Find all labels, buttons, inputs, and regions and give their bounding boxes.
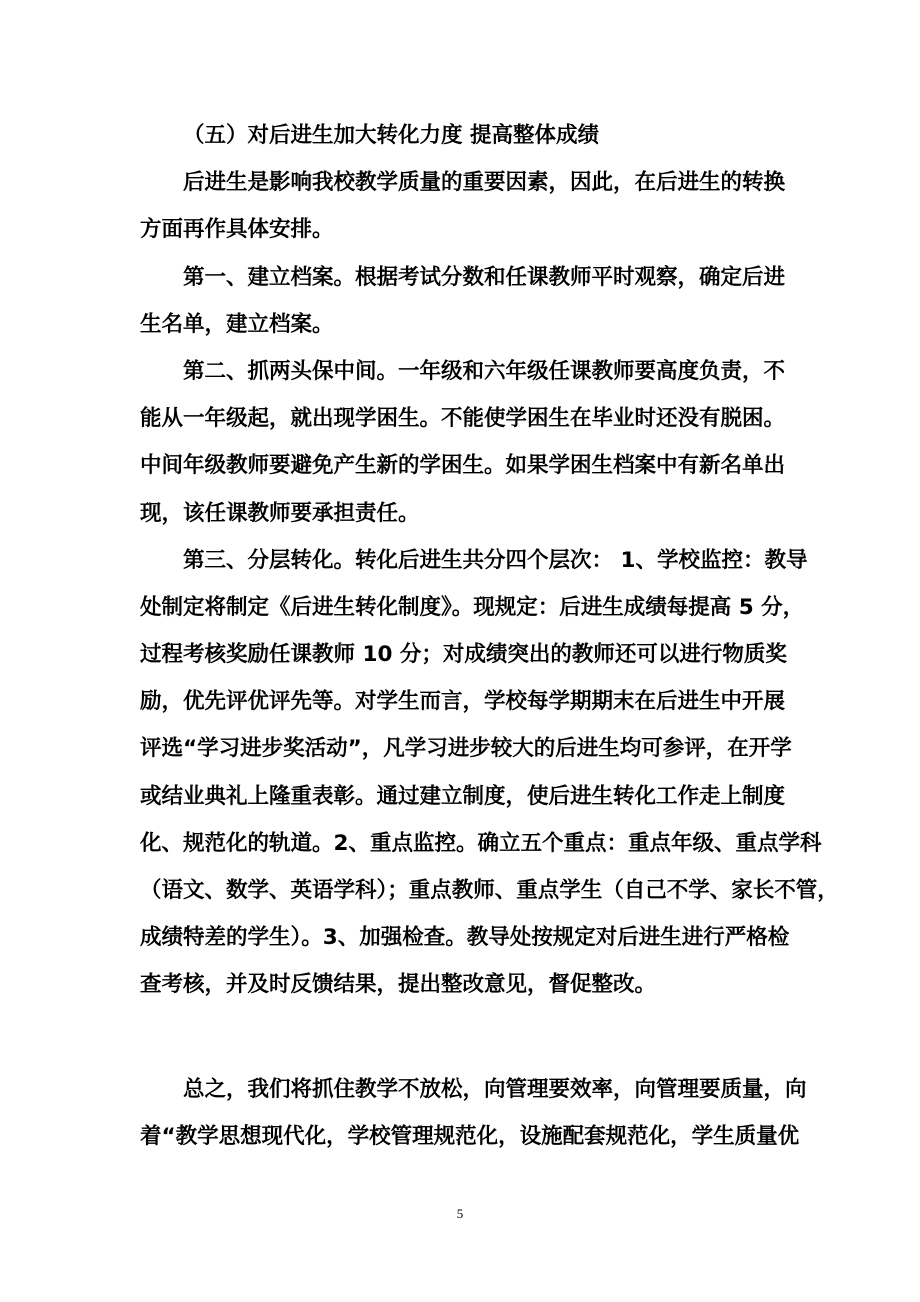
paragraph-line: 生名单，建立档案。 <box>140 311 334 337</box>
paragraph-line: 总之，我们将抓住教学不放松，向管理要效率，向管理要质量，向 <box>183 1076 807 1102</box>
paragraph-step-one <box>140 254 785 348</box>
paragraph-line: 或结业典礼上隆重表彰。通过建立制度，使后进生转化工作走上制度 <box>140 783 786 809</box>
paragraph-line: 着“教学思想现代化，学校管理规范化，设施配套规范化，学生质量优 <box>140 1123 800 1149</box>
paragraph-line: 评选“学习进步奖活动”，凡学习进步较大的后进生均可参评，在开学 <box>140 736 792 762</box>
paragraph-line: 中间年级教师要避免产生新的学困生。如果学困生档案中有新名单出 <box>140 453 786 479</box>
paragraph-line: 过程考核奖励任课教师 10 分；对成绩突出的教师还可以进行物质奖 <box>140 642 787 668</box>
section-heading: （五）对后进生加大转化力度 提高整体成绩 <box>183 123 599 148</box>
page-number: 5 <box>456 1206 464 1221</box>
paragraph-line: 第二、抓两头保中间。一年级和六年级任课教师要高度负责，不 <box>183 358 786 384</box>
paragraph-line: 后进生是影响我校教学质量的重要因素，因此，在后进生的转换 <box>183 170 786 196</box>
document-body <box>140 112 839 1160</box>
paragraph-line: 能从一年级起，就出现学困生。不能使学困生在毕业时还没有脱困。 <box>140 406 786 432</box>
paragraph-step-two <box>140 348 785 537</box>
paragraph-step-three <box>140 537 839 1009</box>
paragraph-line: 处制定将制定《后进生转化制度》。现规定：后进生成绩每提高 5 分， <box>140 594 805 620</box>
paragraph-line: 现，该任课教师要承担责任。 <box>140 500 420 526</box>
paragraph-line: 励，优先评优评先等。对学生而言，学校每学期期末在后进生中开展 <box>140 689 786 715</box>
paragraph-line: 方面再作具体安排。 <box>140 217 334 243</box>
paragraph-line: （语文、数学、英语学科）；重点教师、重点学生（自己不学、家长不管， <box>140 878 839 903</box>
paragraph-line: 第三、分层转化。转化后进生共分四个层次： 1、学校监控：教导 <box>183 547 808 573</box>
paragraph-line: 第一、建立档案。根据考试分数和任课教师平时观察，确定后进 <box>183 264 786 290</box>
paragraph-closing <box>140 1066 807 1160</box>
paragraph-line: 成绩特差的学生）。3、加强检查。教导处按规定对后进生进行严格检 <box>140 925 790 951</box>
paragraph-intro <box>140 159 785 253</box>
paragraph-line: 查考核，并及时反馈结果，提出整改意见，督促整改。 <box>140 972 657 998</box>
paragraph-spacer <box>140 1009 785 1066</box>
paragraph-line: 化、规范化的轨道。2、重点监控。确立五个重点：重点年级、重点学科 <box>140 830 822 856</box>
